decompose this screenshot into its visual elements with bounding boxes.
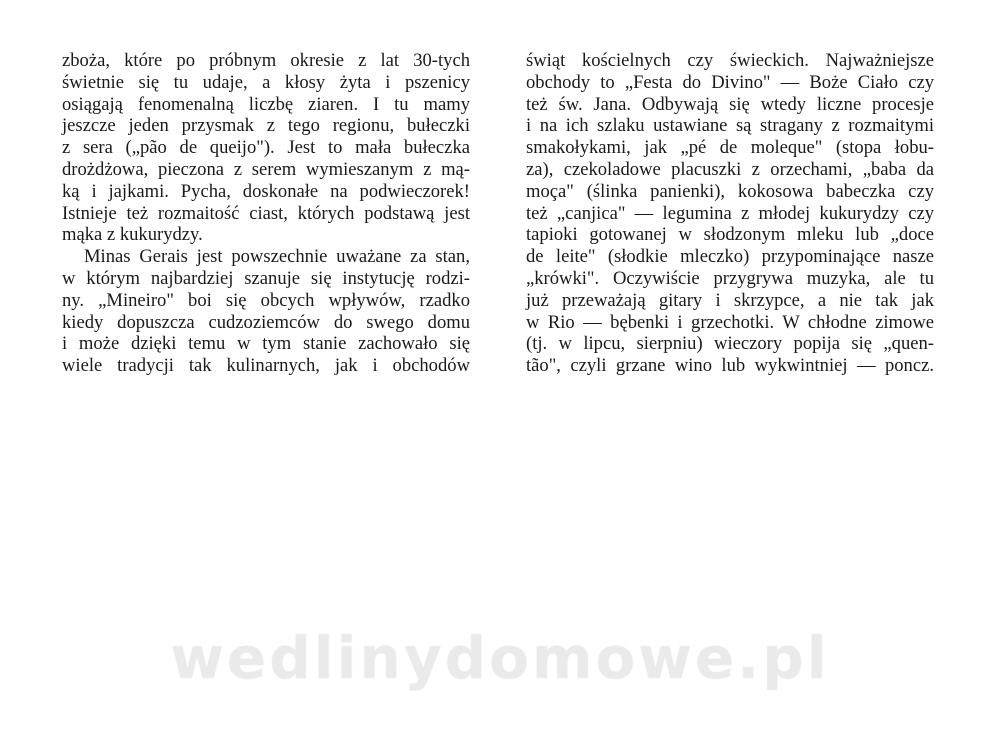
text-line: wiele tradycji tak kulinarnych, jak i obchodów — [62, 355, 470, 377]
text-line: już przeważają gitary i skrzypce, a nie tak jak — [526, 289, 934, 311]
text-line: ny. „Mineiro" boi się obcych wpływów, rzadko — [62, 289, 470, 311]
text-line: de leite" (słodkie mleczko) przypominające nasze — [526, 246, 934, 268]
text-line: Istnieje też rozmaitość ciast, których podstawą jest — [62, 202, 470, 224]
right-text-column — [526, 50, 934, 377]
text-line: w którym najbardziej szanuje się instytucję rodzi- — [62, 267, 470, 289]
text-line: obchody to „Festa do Divino" — Boże Ciało czy — [526, 71, 934, 93]
watermark: wedlinydomowe.pl — [170, 624, 830, 692]
left-text-column — [62, 50, 470, 377]
text-line: świetnie się tu udaje, a kłosy żyta i pszenicy — [62, 71, 470, 93]
text-line: też „canjica" — legumina z młodej kukurydzy czy — [526, 202, 934, 224]
text-line: ką i jajkami. Pycha, doskonałe na podwieczorek! — [62, 180, 470, 202]
text-line: mąka z kukurydzy. — [62, 224, 203, 246]
text-line: świąt kościelnych czy świeckich. Najważniejsze — [526, 50, 934, 71]
text-line: i może dzięki temu w tym stanie zachowało się — [62, 333, 470, 355]
text-line: Minas Gerais jest powszechnie uważane za stan, — [84, 246, 470, 268]
text-line: z sera („pão de queijo"). Jest to mała bułeczka — [62, 137, 470, 159]
text-line: tão", czyli grzane wino lub wykwintniej — poncz. — [526, 355, 934, 377]
text-line: kiedy dopuszcza cudzoziemców do swego domu — [62, 311, 470, 333]
text-line: moça" (ślinka panienki), kokosowa babeczka czy — [526, 180, 934, 202]
text-line: i na ich szlaku ustawiane są stragany z rozmaitymi — [526, 115, 934, 137]
text-line: zboża, które po próbnym okresie z lat 30-tych — [62, 50, 470, 71]
text-line: w Rio — bębenki i grzechotki. W chłodne zimowe — [526, 311, 934, 333]
text-line: smakołykami, jak „pé de moleque" (stopa łobu- — [526, 137, 934, 159]
text-line: też św. Jana. Odbywają się wtedy liczne procesje — [526, 93, 934, 115]
text-line: osiągają fenomenalną liczbę ziaren. I tu mamy — [62, 93, 470, 115]
text-line: tapioki gotowanej w słodzonym mleku lub „doce — [526, 224, 934, 246]
text-line: (tj. w lipcu, sierpniu) wieczory popija się „quen- — [526, 333, 934, 355]
text-line: „krówki". Oczywiście przygrywa muzyka, ale tu — [526, 267, 934, 289]
text-line: za), czekoladowe placuszki z orzechami, „baba da — [526, 158, 934, 180]
text-line: drożdżowa, pieczona z serem wymieszanym z mą- — [62, 158, 470, 180]
text-line: jeszcze jeden przysmak z tego regionu, bułeczki — [62, 115, 470, 137]
